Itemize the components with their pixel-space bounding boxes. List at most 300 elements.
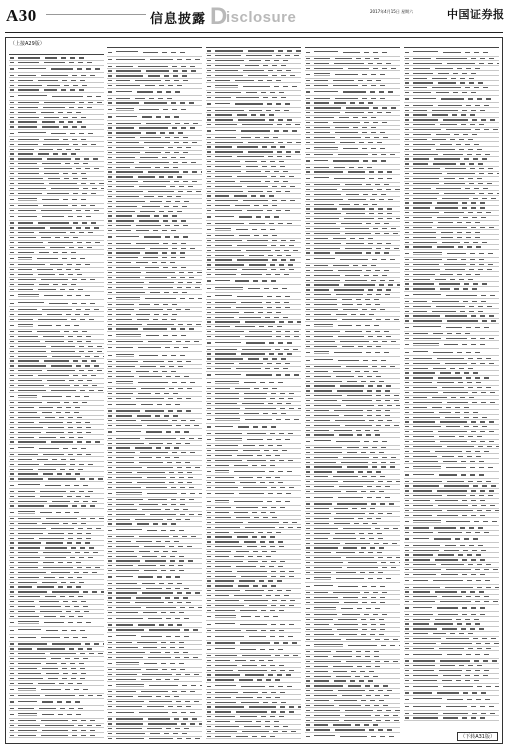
table-cell — [249, 60, 261, 61]
table-cell — [437, 358, 464, 359]
table-cell — [472, 392, 477, 393]
table-cell — [314, 208, 337, 209]
table-cell — [190, 127, 195, 128]
table-cell — [343, 547, 357, 548]
table-cell — [477, 648, 482, 649]
table-cell — [466, 352, 471, 353]
table-cell — [166, 201, 171, 202]
table-cell — [314, 410, 329, 411]
table-cell — [364, 371, 369, 372]
table-cell — [184, 201, 189, 202]
table-cell — [236, 229, 248, 230]
table-cell — [51, 390, 76, 391]
table-cell — [373, 68, 378, 69]
table-cell — [376, 248, 381, 249]
table-cell — [440, 665, 455, 666]
table-cell — [66, 396, 71, 397]
table-cell — [18, 107, 38, 108]
table-cell — [486, 587, 491, 588]
table-cell — [147, 728, 162, 729]
table-cell — [150, 248, 168, 249]
table-cell — [390, 466, 395, 467]
table-cell — [108, 420, 112, 421]
table-cell — [377, 710, 382, 711]
table-cell — [10, 658, 14, 659]
table-cell — [10, 216, 14, 217]
table-cell — [239, 580, 255, 581]
table-cell — [18, 279, 36, 280]
table-cell — [178, 191, 183, 192]
table-cell — [64, 85, 69, 86]
table-cell — [466, 232, 471, 233]
table-cell — [244, 726, 261, 727]
table-cell — [381, 154, 386, 155]
table-cell — [144, 570, 157, 571]
table-cell — [271, 426, 276, 427]
table-cell — [387, 481, 392, 482]
table-cell — [479, 628, 484, 629]
table-cell — [314, 204, 334, 205]
table-cell — [139, 162, 169, 163]
table-cell — [215, 721, 230, 722]
table-cell — [347, 452, 357, 453]
table-cell — [188, 186, 193, 187]
table-cell — [365, 299, 370, 300]
table-cell — [314, 314, 331, 315]
table-cell — [185, 425, 190, 426]
table-cell — [306, 405, 310, 406]
table-cell — [275, 110, 280, 111]
table-cell — [215, 65, 240, 66]
table-cell — [265, 721, 270, 722]
table-cell — [271, 561, 276, 562]
table-cell — [346, 405, 374, 406]
table-cell — [10, 683, 14, 684]
table-cell — [380, 503, 385, 504]
table-row — [9, 196, 104, 204]
table-cell — [370, 619, 375, 620]
table-cell — [371, 586, 376, 587]
table-cell — [18, 247, 45, 248]
table-cell — [183, 80, 188, 81]
table-cell — [108, 52, 112, 53]
table-cell — [385, 319, 390, 320]
table-cell — [455, 407, 460, 408]
table-cell — [43, 336, 64, 337]
table-cell — [314, 336, 333, 337]
table-cell — [279, 610, 284, 611]
table-cell — [306, 385, 310, 386]
table-cell — [395, 710, 400, 711]
table-cell — [366, 608, 371, 609]
table-cell — [108, 248, 112, 249]
table-cell — [18, 370, 42, 371]
table-cell — [215, 487, 238, 488]
table-cell — [314, 177, 329, 179]
table-cell — [355, 676, 360, 677]
table-cell — [254, 235, 259, 236]
table-cell — [10, 178, 14, 179]
table-cell — [266, 697, 271, 698]
table-cell — [480, 515, 485, 516]
table-cell — [285, 439, 290, 440]
table-cell — [38, 274, 55, 275]
table-cell — [116, 618, 143, 620]
table-cell — [349, 167, 354, 168]
table-cell — [483, 52, 488, 53]
table-cell — [108, 152, 112, 153]
table-cell — [405, 173, 409, 174]
table-cell — [180, 355, 185, 356]
table-cell — [10, 390, 14, 391]
table-cell — [405, 377, 409, 378]
table-cell — [306, 248, 310, 249]
table-cell — [85, 210, 90, 211]
table-cell — [116, 347, 133, 349]
table-cell — [314, 147, 338, 149]
table-cell — [97, 370, 102, 371]
table-cell — [343, 91, 366, 92]
table-cell — [108, 314, 112, 315]
table-cell — [367, 167, 372, 168]
table-cell — [405, 274, 409, 275]
table-cell — [207, 171, 211, 172]
table-cell — [366, 695, 371, 696]
table-cell — [174, 152, 179, 153]
table-cell — [10, 459, 14, 460]
table-cell — [413, 545, 440, 546]
table-cell — [108, 438, 112, 439]
table-cell — [271, 576, 276, 577]
table-cell — [86, 336, 91, 337]
table-cell — [215, 269, 237, 270]
table-cell — [287, 342, 292, 343]
table-cell — [179, 186, 184, 187]
table-cell — [475, 129, 480, 130]
table-cell — [63, 117, 68, 118]
table-cell — [45, 417, 55, 418]
table-cell — [169, 482, 174, 483]
table-cell — [281, 97, 286, 98]
table-cell — [482, 638, 487, 639]
table-cell — [314, 395, 342, 396]
table-cell — [136, 230, 149, 231]
table-cell — [18, 173, 39, 174]
table-cell — [10, 385, 14, 386]
table-cell — [405, 358, 409, 359]
table-cell — [379, 199, 384, 200]
table-cell — [74, 501, 79, 502]
table-cell — [477, 358, 482, 359]
table-cell — [63, 673, 68, 674]
table-cell — [374, 685, 379, 686]
table-cell — [405, 264, 409, 265]
table-row — [9, 300, 104, 308]
table-cell — [108, 657, 112, 658]
table-cell — [171, 355, 176, 356]
table-cell — [268, 674, 273, 675]
table-cell — [466, 327, 471, 328]
table-cell — [10, 117, 14, 118]
table-cell — [176, 701, 181, 702]
table-cell — [373, 122, 378, 123]
table-cell — [116, 536, 134, 537]
table-cell — [156, 696, 161, 697]
table-cell — [10, 68, 14, 69]
table-cell — [306, 68, 310, 69]
table-cell — [360, 671, 365, 672]
table-cell — [247, 546, 257, 547]
table-cell — [172, 452, 177, 453]
table-cell — [306, 462, 310, 463]
table-cell — [167, 309, 172, 310]
table-cell — [370, 381, 375, 382]
table-cell — [474, 144, 479, 145]
table-cell — [437, 202, 458, 203]
table-cell — [480, 559, 485, 560]
table-cell — [264, 616, 269, 617]
table-cell — [18, 577, 39, 578]
table-cell — [314, 523, 329, 524]
table-cell — [181, 267, 186, 268]
table-cell — [173, 733, 178, 734]
table-cell — [413, 591, 430, 592]
table-cell — [116, 612, 138, 613]
table-cell — [143, 647, 157, 648]
table-cell — [116, 642, 132, 643]
table-cell — [108, 493, 112, 494]
table-cell — [165, 447, 170, 448]
table-cell — [146, 70, 169, 71]
table-cell — [358, 471, 363, 472]
table-cell — [246, 92, 257, 93]
table-cell — [306, 127, 310, 128]
table-cell — [248, 191, 263, 192]
table-cell — [215, 216, 234, 218]
table-cell — [366, 252, 371, 253]
table-cell — [481, 550, 486, 551]
table-cell — [364, 52, 369, 53]
table-cell — [159, 583, 164, 584]
table-cell — [207, 445, 211, 446]
table-cell — [266, 455, 271, 456]
table-cell — [108, 211, 112, 212]
table-cell — [270, 433, 275, 434]
table-cell — [405, 574, 409, 575]
table-cell — [108, 366, 112, 367]
table-cell — [437, 515, 458, 516]
table-cell — [82, 178, 87, 179]
table-cell — [413, 222, 433, 223]
table-cell — [10, 289, 14, 290]
table-cell — [486, 212, 491, 213]
table-cell — [306, 376, 310, 377]
table-cell — [261, 546, 266, 547]
table-cell — [38, 469, 56, 470]
table-cell — [473, 412, 478, 413]
table-cell — [405, 222, 409, 223]
table-cell — [314, 562, 343, 563]
table-cell — [489, 338, 494, 339]
table-cell — [207, 55, 211, 56]
table-cell — [281, 600, 286, 601]
table-cell — [116, 225, 131, 226]
table-cell — [162, 669, 167, 670]
table-cell — [10, 325, 14, 326]
table-cell — [242, 655, 271, 656]
table-cell — [441, 232, 453, 233]
table-cell — [10, 314, 14, 315]
table-cell — [378, 171, 383, 172]
table-cell — [249, 264, 266, 265]
table-cell — [480, 344, 485, 345]
table-cell — [215, 648, 235, 650]
table-cell — [314, 385, 335, 386]
table-cell — [361, 700, 366, 701]
table-cell — [459, 139, 464, 140]
table-cell — [163, 551, 168, 552]
table-cell — [207, 517, 211, 518]
table-cell — [207, 142, 211, 143]
table-cell — [149, 147, 164, 148]
table-cell — [262, 585, 267, 586]
table-cell — [171, 328, 176, 329]
table-cell — [405, 269, 409, 270]
table-cell — [207, 660, 211, 661]
table-cell — [238, 119, 265, 120]
table-cell — [181, 723, 186, 724]
table-cell — [18, 183, 44, 184]
table-cell — [413, 178, 439, 179]
table-cell — [66, 407, 71, 408]
table-cell — [263, 702, 268, 703]
table-cell — [10, 139, 14, 140]
table-cell — [405, 144, 409, 145]
table-cell — [215, 200, 238, 201]
table-cell — [314, 154, 333, 155]
table-cell — [69, 708, 74, 709]
table-cell — [39, 601, 59, 602]
table-cell — [177, 410, 182, 411]
table-cell — [50, 264, 63, 265]
table-cell — [370, 547, 375, 548]
table-cell — [18, 678, 43, 679]
table-cell — [207, 692, 211, 693]
table-cell — [271, 571, 276, 572]
table-cell — [413, 119, 438, 120]
table-cell — [471, 363, 476, 364]
table-cell — [10, 133, 14, 134]
table-cell — [146, 431, 162, 432]
table-cell — [273, 137, 278, 138]
table-cell — [175, 431, 180, 432]
table-cell — [484, 532, 489, 533]
table-row — [404, 684, 499, 692]
table-cell — [10, 188, 14, 189]
table-cell — [91, 375, 96, 376]
table-cell — [468, 564, 473, 565]
table-cell — [380, 602, 385, 603]
table-cell — [246, 342, 265, 343]
table-cell — [10, 279, 14, 280]
table-cell — [88, 695, 93, 696]
table-cell — [47, 370, 75, 371]
table-row — [107, 114, 202, 122]
table-cell — [438, 532, 462, 533]
table-cell — [207, 388, 211, 389]
table-cell — [489, 363, 494, 364]
table-cell — [68, 683, 73, 684]
table-cell — [146, 123, 171, 124]
table-cell — [65, 658, 70, 659]
table-cell — [207, 501, 211, 502]
table-cell — [413, 421, 435, 422]
table-cell — [440, 601, 471, 602]
table-cell — [18, 464, 39, 465]
table-cell — [405, 315, 409, 316]
table-cell — [235, 660, 246, 661]
table-cell — [306, 543, 310, 544]
table-cell — [454, 288, 459, 289]
table-cell — [377, 578, 382, 579]
table-cell — [165, 541, 170, 542]
table-cell — [490, 505, 495, 506]
table-cell — [207, 465, 211, 466]
table-cell — [458, 554, 463, 555]
table-cell — [83, 188, 88, 189]
table-cell — [437, 692, 459, 693]
table-cell — [172, 712, 177, 713]
table-cell — [40, 512, 52, 513]
table-cell — [18, 149, 34, 150]
table-cell — [367, 415, 372, 416]
table-cell — [474, 680, 479, 681]
table-cell — [236, 368, 261, 369]
table-cell — [137, 91, 153, 92]
table-cell — [306, 592, 310, 593]
table-cell — [18, 606, 35, 607]
table-cell — [405, 495, 409, 496]
table-cell — [363, 360, 368, 361]
table-cell — [483, 521, 488, 522]
table-cell — [334, 518, 354, 519]
table-cell — [56, 412, 61, 413]
table-cell — [362, 624, 367, 625]
table-cell — [405, 387, 409, 388]
table-cell — [468, 648, 473, 649]
table-cell — [156, 447, 161, 448]
table-cell — [472, 301, 477, 302]
table-cell — [155, 415, 160, 416]
table-cell — [267, 312, 272, 313]
table-cell — [405, 212, 409, 213]
table-cell — [314, 184, 340, 185]
table-cell — [405, 193, 409, 194]
table-cell — [380, 85, 385, 86]
table-cell — [65, 512, 70, 513]
table-cell — [85, 356, 90, 357]
table-cell — [92, 572, 97, 573]
table-cell — [239, 216, 252, 217]
table-cell — [244, 398, 266, 399]
table-cell — [314, 639, 341, 640]
table-cell — [480, 110, 485, 111]
table-cell — [346, 366, 368, 367]
table-cell — [116, 176, 133, 177]
table-cell — [237, 455, 253, 456]
table-cell — [306, 280, 310, 281]
table-cell — [346, 194, 359, 195]
